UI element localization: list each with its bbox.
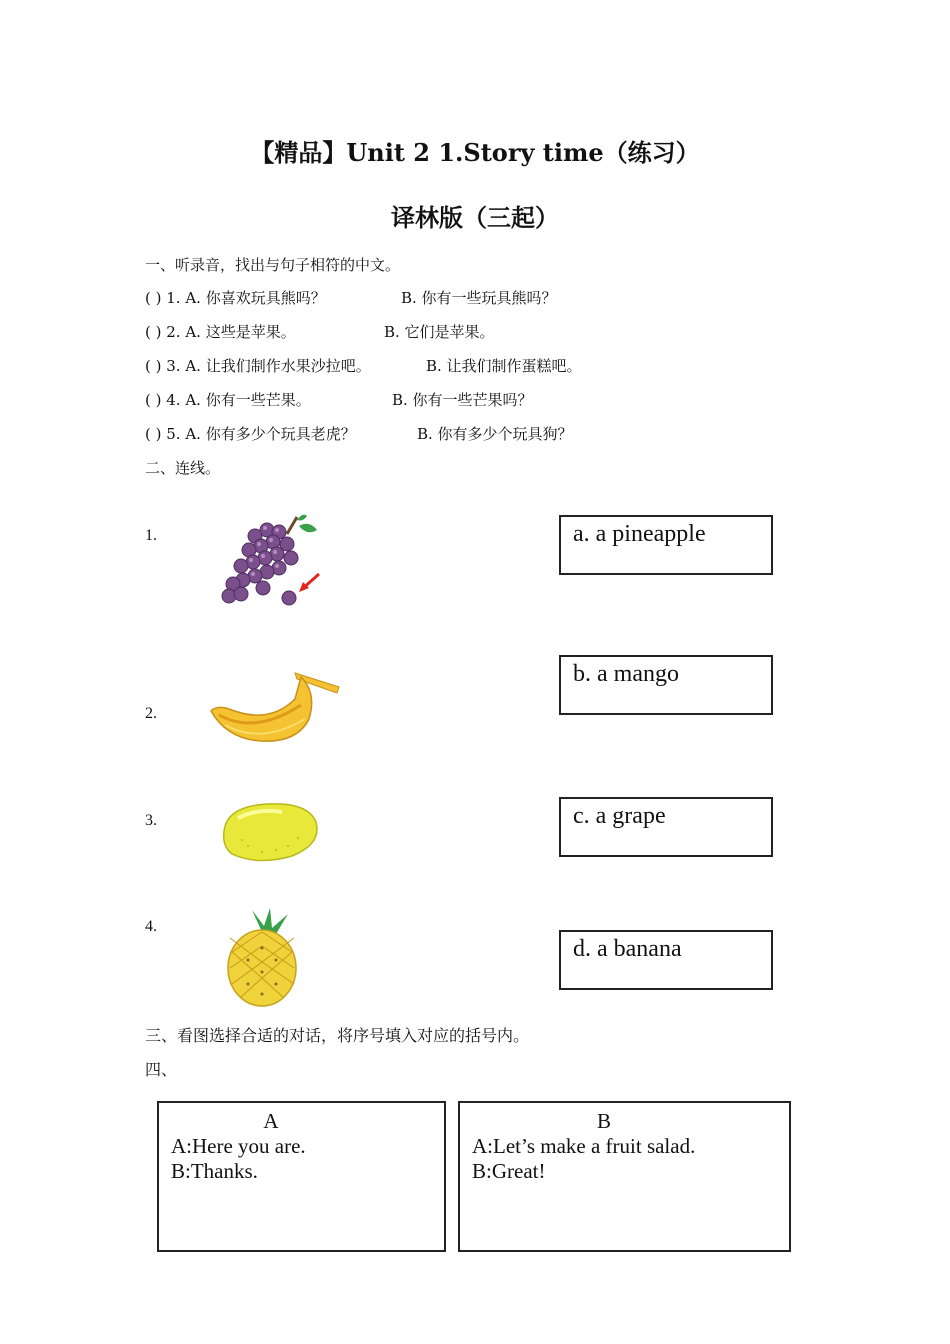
section2-heading: 二、连线。: [145, 459, 221, 477]
page-title: 【精品】Unit 2 1.Story time（练习）: [250, 138, 700, 167]
answer-box-c: c. a grape: [559, 797, 773, 857]
dialogue-box-b: [458, 1101, 791, 1252]
section4-heading: 四、: [145, 1060, 178, 1079]
dialogue-label-b: B: [596, 1109, 611, 1133]
question-4-a: ( ) 4. A. 你有一些芒果。: [145, 391, 311, 409]
item-number-3: 3.: [145, 812, 157, 829]
banana-icon: [205, 665, 345, 747]
answer-box-d: d. a banana: [559, 930, 773, 990]
dialogue-a-line-2: B:Thanks.: [171, 1159, 258, 1183]
dialogue-b-line-2: B:Great!: [472, 1159, 546, 1183]
page-subtitle: 译林版（三起）: [391, 203, 559, 232]
question-1: [145, 287, 557, 308]
question-5-a: ( ) 5. A. 你有多少个玩具老虎？: [145, 425, 356, 443]
question-2-b: B. 它们是苹果。: [384, 323, 495, 341]
question-4-b: B. 你有一些芒果吗？: [392, 391, 533, 409]
answer-box-a: a. a pineapple: [559, 515, 773, 575]
question-5: [145, 423, 573, 444]
item-number-4: 4.: [145, 918, 157, 935]
question-2-a: ( ) 2. A. 这些是苹果。: [145, 323, 296, 341]
question-3: [145, 355, 582, 376]
question-2: [145, 321, 495, 342]
pineapple-icon: [222, 908, 306, 1008]
item-number-2: 2.: [145, 705, 157, 722]
question-1-b: B. 你有一些玩具熊吗？: [401, 289, 557, 307]
answer-box-b: b. a mango: [559, 655, 773, 715]
question-4: [145, 389, 533, 410]
question-3-b: B. 让我们制作蛋糕吧。: [426, 357, 582, 375]
question-1-a: ( ) 1. A. 你喜欢玩具熊吗？: [145, 289, 326, 307]
dialogue-a-line-1: A:Here you are.: [171, 1134, 306, 1158]
question-5-b: B. 你有多少个玩具狗？: [417, 425, 573, 443]
grape-icon: [215, 512, 330, 607]
dialogue-b-line-1: A:Let’s make a fruit salad.: [472, 1134, 696, 1158]
dialogue-box-a: [157, 1101, 446, 1252]
section1-heading: 一、听录音，找出与句子相符的中文。: [145, 256, 401, 274]
mango-icon: [218, 800, 324, 864]
item-number-1: 1.: [145, 527, 157, 544]
question-3-a: ( ) 3. A. 让我们制作水果沙拉吧。: [145, 357, 371, 375]
section3-heading: 三、看图选择合适的对话，将序号填入对应的括号内。: [145, 1026, 530, 1045]
dialogue-label-a: A: [263, 1109, 279, 1133]
